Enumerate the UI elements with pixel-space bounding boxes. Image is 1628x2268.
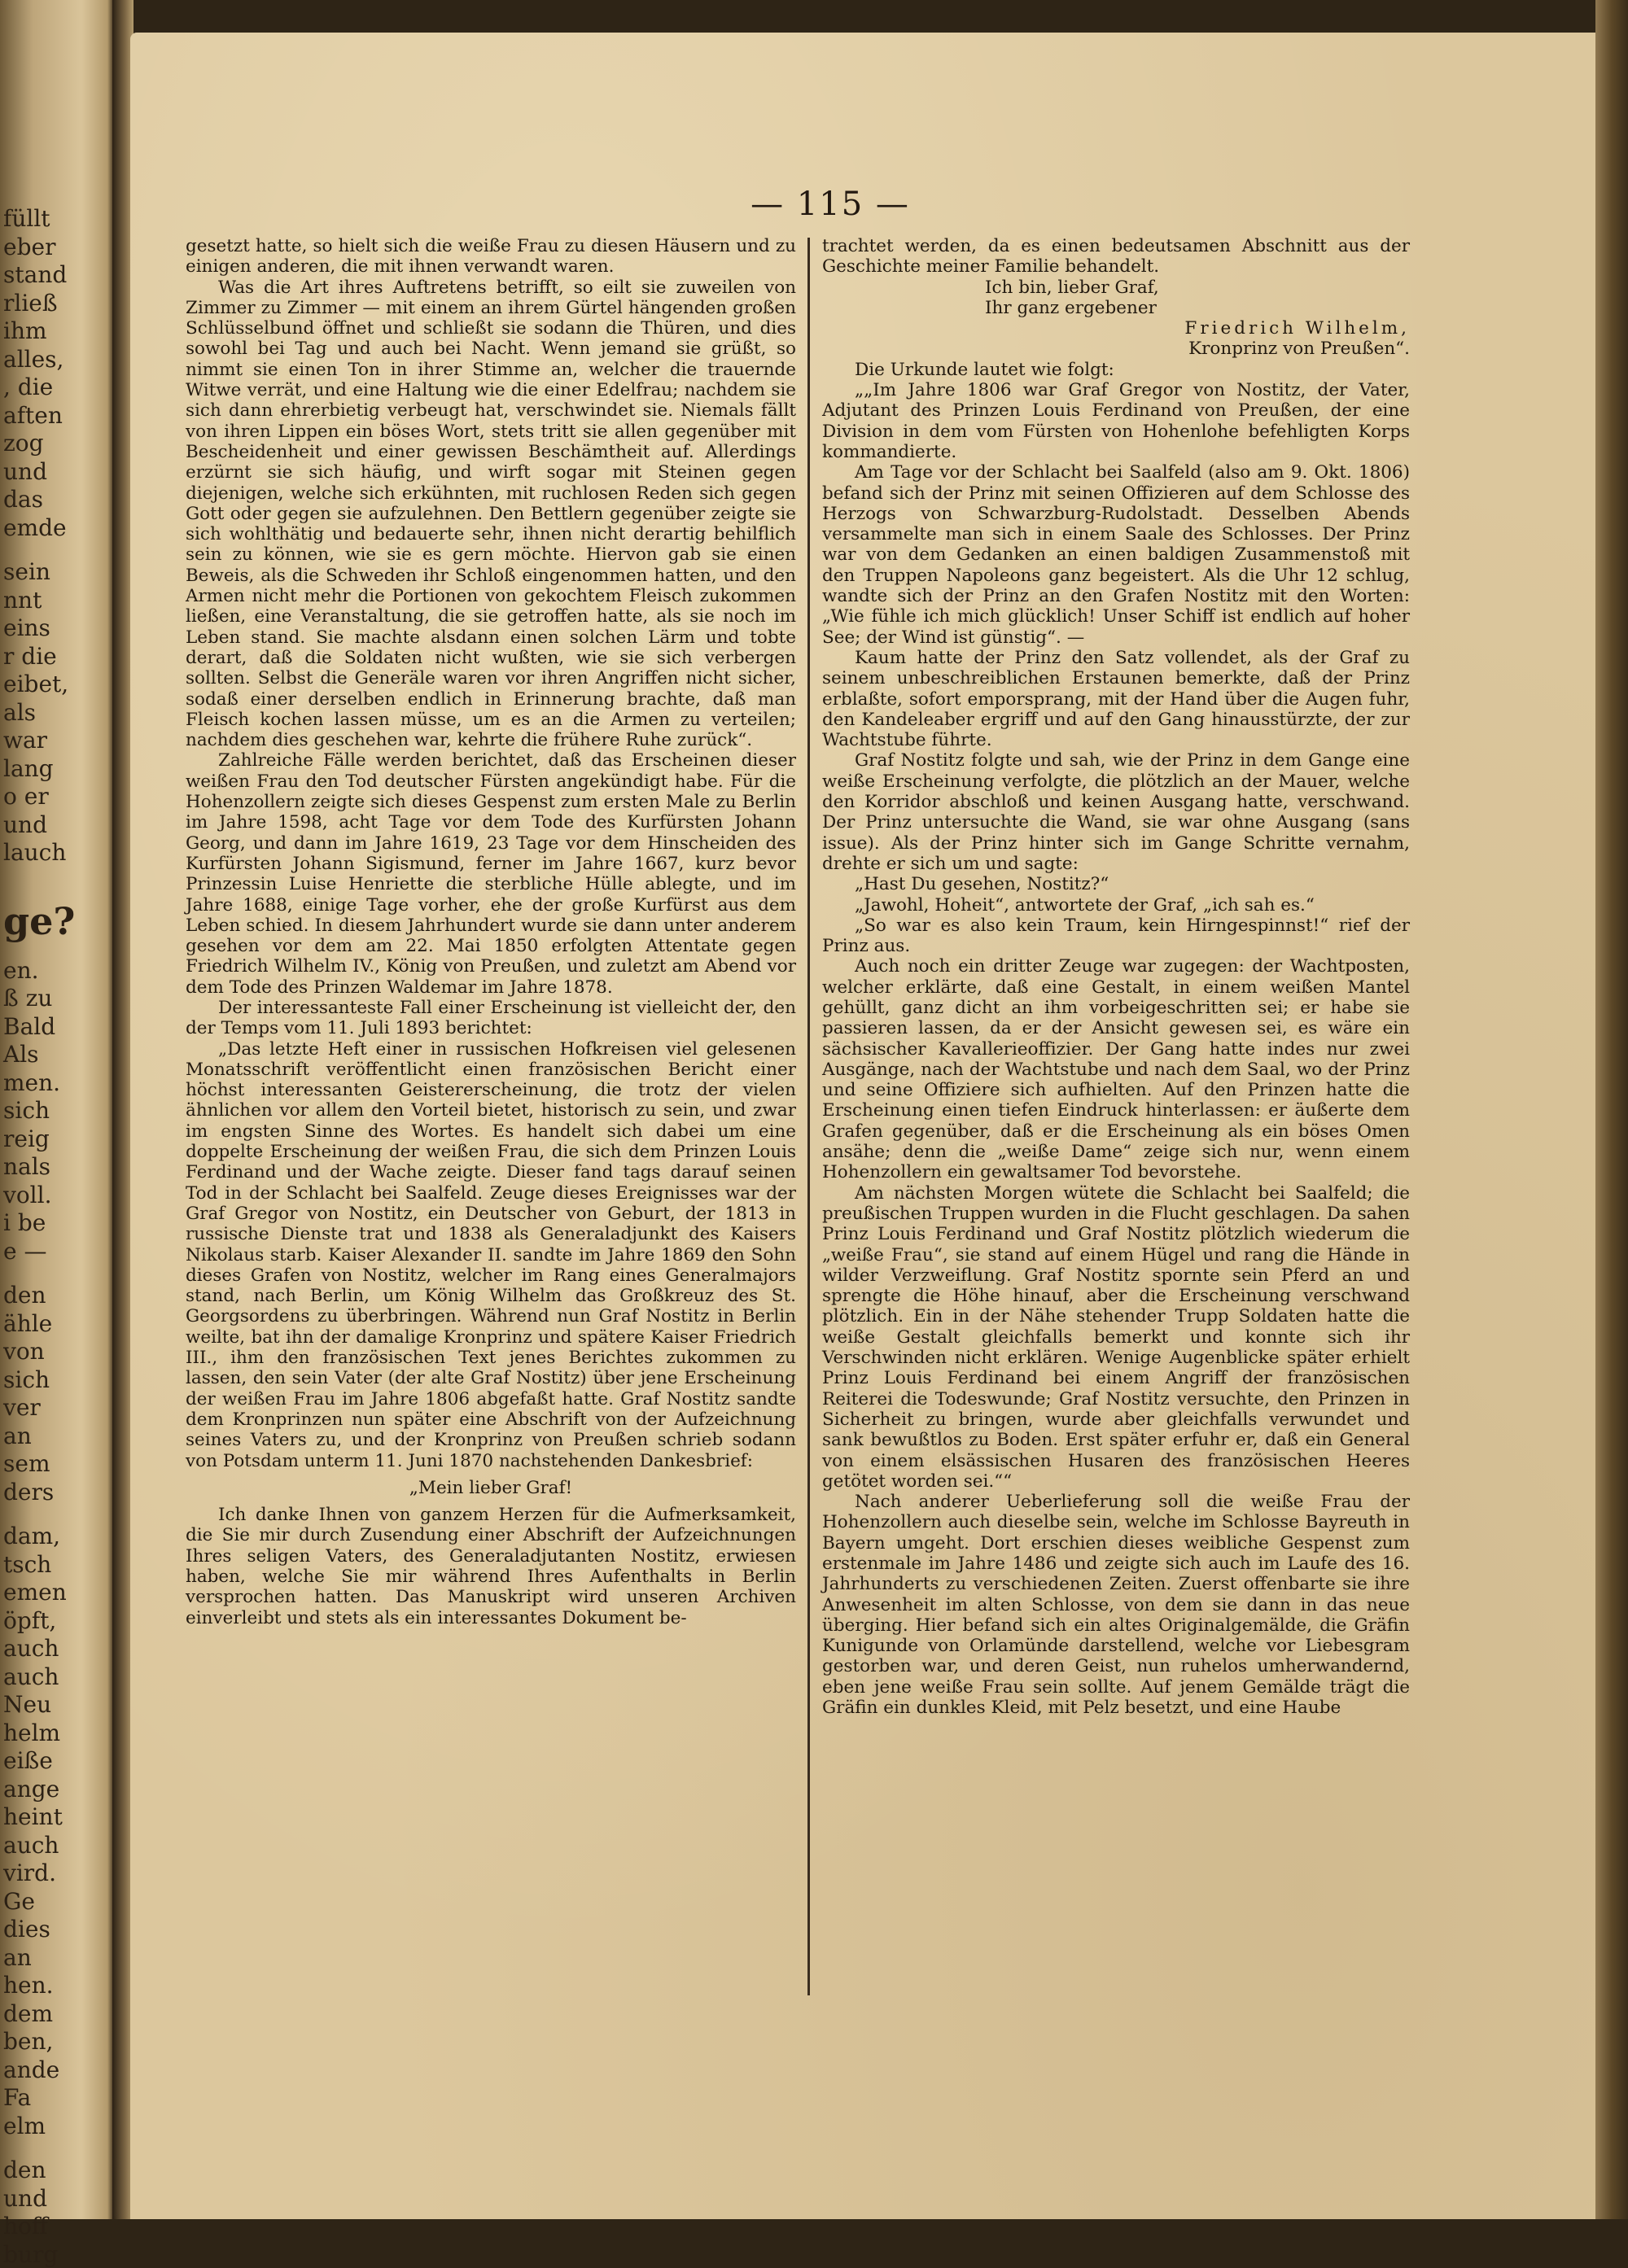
previous-page-fragment: Ge [3,1887,35,1915]
paragraph: Am Tage vor der Schlacht bei Saalfeld (also am 9. Okt. 1806) befand sich der Prinz mit seinen Offizieren auf dem Schlosse des Herzogs von Schwarzburg-Rudolstadt. Desselben Abends versammelte man sich in einem Saale des Schlosses. Der Prinz war von dem Gedanken an einen baldigen Zusammenstoß mit den Truppen Napoleons ganz begeistert. Als die Uhr 12 schlug, wandte sich der Prinz an den Grafen Nostitz mit den Worten: „Wie fühle ich mich glücklich! Unser Schiff ist endlich auf hoher See; der Wind ist günstig“. — [822,462,1410,648]
paragraph: Nach anderer Ueberlieferung soll die weiße Frau der Hohenzollern auch dieselbe sein, welche im Schlosse Bayreuth in Bayern umgeht. Dort erschien dieses weibliche Gespenst zum erstenmale im Jahre 1486 und zeigte sich auch im Laufe des 16. Jahrhunderts zu verschiedenen Zeiten. Zuerst offenbarte sie ihre Anwesenheit im alten Schlosse, von dem sie dann in das neue überging. Hier befand sich ein altes Originalgemälde, die Gräfin Kunigunde von Orlamünde darstellend, welche vor Liebesgram gestorben war, und deren Geist, nun ruhelos umherwandernd, eben jene weiße Frau sein sollte. Auf jenem Gemälde trägt die Gräfin ein dunkles Kleid, mit Pelz besetzt, und eine Haube [822,1492,1410,1719]
previous-page-fragment: aften [3,401,63,429]
right-column [822,236,1410,1994]
previous-page-fragment: eibet, [3,671,69,697]
previous-page-fragment: und [3,2184,47,2212]
previous-page-fragment: sich [3,1097,50,1124]
previous-page-fragment: Neu [3,1691,52,1718]
previous-page-fragment: o er [3,783,49,810]
previous-page-fragment: dam, [3,1523,61,1549]
previous-page-fragment: ihm [3,317,47,344]
paragraph: Kaum hatte der Prinz den Satz vollendet, als der Graf zu seinem unbeschreiblichen Erstaunen bemerkte, daß der Prinz erblaßte, sofort emporsprang, mit der Hand über die Augen fuhr, den Kandeleaber ergriff und auf den Gang hinausstürzte, der zur Wachtstube führte. [822,647,1410,751]
paragraph: „„Im Jahre 1806 war Graf Gregor von Nostitz, der Vater, Adjutant des Prinzen Louis Ferdinand von Preußen, der eine Division in dem vom Fürsten von Hohenlohe befehligten Korps kommandierte. [822,380,1410,462]
previous-page-fragment: sein [3,558,50,585]
paragraph: Was die Art ihres Auftretens betrifft, so eilt sie zuweilen von Zimmer zu Zimmer — mit einem an ihrem Gürtel hängenden großen Schlüsselbund öffnet und schließt sie sodann die Thüren, und dies sowohl bei Tag und auch bei Nacht. Wenn jemand sie grüßt, so nimmt sie einen Ton in ihrer Stimme an, welcher die trauernde Witwe verrät, und eine Haltung wie die einer Edelfrau; nachdem sie sich dann ehrerbietig verbeugt hat, verschwindet sie. Niemals fällt von ihren Lippen ein böses Wort, stets tritt sie allen gegenüber mit Bescheidenheit und einer gewissen Beschämtheit auf. Allerdings erzürnt sie sich häufig, und wirft sogar mit Steinen gegen diejenigen, welche sich erkühnten, mit ruchlosen Reden sich gegen Gott oder gegen sie aufzulehnen. Den Bettlern gegenüber zeigte sie sich wohlthätig und bedauerte sehr, ihnen nicht derartig behilflich sein zu können, wie sie es gern möchte. Hiervon gab sie einen Beweis, als die Schweden ihr Schloß eingenommen hatten, und den Armen nicht mehr die Portionen von gekochtem Fleisch zukommen ließen, eine Veranstaltung, die sie getroffen hatte, als sie noch im Leben stand. Sie machte alsdann einen solchen Lärm und tobte derart, daß die Soldaten nicht wußten, wie sie sich verbergen sollten. Selbst die Generäle waren vor ihren Angriffen nicht sicher, sodaß einer derselben endlich in Erinnerung brachte, daß man Fleisch kochen lassen müsse, um es an die Armen zu verteilen; nachdem dies geschehen war, kehrte die frühere Ruhe zurück“. [186,277,796,751]
previous-page-fragment: als [3,698,37,726]
previous-page-fragment: lauch [3,839,67,866]
previous-page-fragment: und [3,811,47,838]
previous-page-fragment: ähle [3,1309,53,1337]
previous-page-fragment: öpft, [3,1606,57,1634]
previous-page-fragment: ß zu [3,985,53,1012]
previous-page-fragment: das [3,486,43,513]
previous-page-fragment: en. [3,956,39,984]
previous-page-fragment: tsch [3,1550,52,1578]
previous-page-edge [0,0,114,2268]
paragraph: gesetzt hatte, so hielt sich die weiße Frau zu diesen Häusern und zu einigen anderen, die mit ihnen verwandt waren. [186,236,796,277]
previous-page-fragment: eiße [3,1747,53,1774]
previous-page-fragment: nals [3,1153,51,1180]
previous-page-fragment: sem [3,1450,50,1477]
paragraph: Zahlreiche Fälle werden berichtet, daß das Erscheinen dieser weißen Frau den Tod deutscher Fürsten angekündigt habe. Für die Hohenzollern zeigte sich dieses Gespenst zum ersten Male zu Berlin im Jahre 1598, acht Tage vor dem Tode des Kurfürsten Johann Georg, und dann im Jahre 1619, 23 Tage vor dem Hinscheiden des Kurfürsten Johann Sigismund, ferner im Jahre 1667, kurz bevor Prinzessin Luise Henriette die sterbliche Hülle ablegte, und im Jahre 1688, einige Tage vorher, ehe der große Kurfürst aus dem Leben schied. In diesem Jahrhundert wurde sie dann unter anderem gesehen vor dem am 22. Mai 1850 erfolgten Attentate gegen Friedrich Wilhelm IV., König von Preußen, und zuletzt am Abend vor dem Tode des Prinzen Waldemar im Jahre 1878. [186,750,796,998]
paragraph: Ich danke Ihnen von ganzem Herzen für die Aufmerksamkeit, die Sie mir durch Zusendung einer Abschrift der Aufzeichnungen Ihres seligen Vaters, des Generaladjutanten Nostitz, erwiesen haben, welche Sie mir während Ihres Aufenthalts in Berlin versprochen hatten. Das Manuskript wird unseren Archiven einverleibt und stets als ein interessantes Dokument be- [186,1505,796,1628]
previous-page-fragment: ange [3,1775,60,1803]
previous-page-fragment: Bald [3,1012,56,1040]
paragraph: Die Urkunde lautet wie folgt: [855,359,1114,380]
previous-page-fragment: nnt [3,586,42,614]
paragraph: „So war es also kein Traum, kein Hirngespinnst!“ rief der Prinz aus. [822,915,1410,957]
previous-page-fragment: den [3,1282,46,1309]
previous-page-fragment: elm [3,2112,46,2139]
paragraph: Der interessanteste Fall einer Erscheinung ist vielleicht der, den der Temps vom 11. Juli 1893 berichtet: [186,997,796,1039]
previous-page-fragment: den [3,2157,46,2183]
previous-page-fragment: hoff [3,2213,48,2240]
previous-page-fragment: sich [3,1366,50,1393]
paragraph: Friedrich Wilhelm, [1184,318,1410,339]
previous-page-fragment: ders [3,1478,55,1505]
previous-page-fragment: auch [3,1635,59,1662]
paragraph: trachtet werden, da es einen bedeutsamen Abschnitt aus der Geschichte meiner Familie behandelt. [822,236,1410,277]
previous-page-fragment: dem [3,1999,54,2027]
paragraph: Graf Nostitz folgte und sah, wie der Prinz in dem Gange eine weiße Erscheinung verfolgte, die plötzlich an der Mauer, welche den Korridor abschloß und keinen Ausgang hatte, verschwand. Der Prinz untersuchte die Wand, sie war ohne Ausgang (sans issue). Als der Prinz hinter sich im Gange Schritte vernahm, drehte er sich um und sagte: [822,750,1410,874]
previous-page-fragment: heint [3,1803,63,1830]
previous-page-fragment: reig [3,1125,50,1152]
paragraph: „Mein lieber Graf! [409,1477,573,1498]
paragraph: Ich bin, lieber Graf, [985,277,1159,298]
paragraph: „Jawohl, Hoheit“, antwortete der Graf, „ich sah es.“ [855,894,1315,916]
previous-page-fragment: und [3,457,47,485]
previous-page-fragment: e — [3,1237,47,1265]
previous-page-fragment: ver [3,1394,41,1421]
previous-page-fragment: emde [3,513,67,541]
previous-page-fragment: auch [3,1831,59,1859]
page-number: — 115 — [751,186,910,223]
paragraph: Kronprinz von Preußen“. [1188,339,1410,360]
previous-page-fragment: voll. [3,1181,52,1208]
previous-page-fragment: alles, [3,345,64,373]
previous-page-fragment: auch [3,1663,59,1690]
paragraph: Ihr ganz ergebener [985,297,1157,318]
previous-page-fragment: i be [3,1209,46,1236]
previous-page-fragment: an [3,1943,32,1971]
previous-page-fragment: emen [3,1579,67,1606]
previous-page-fragment: vird. [3,1859,56,1886]
page-edge [1595,0,1628,2219]
previous-page-fragment: von [3,1338,45,1365]
previous-page-fragment: burg [3,2240,59,2268]
previous-page-fragment: hen. [3,1972,54,1999]
previous-page-fragment: an [3,1422,32,1449]
previous-page-fragment: men. [3,1068,61,1096]
previous-page-fragment: ande [3,2056,60,2083]
previous-page-fragment: Fa [3,2084,32,2111]
left-column [186,236,796,1994]
previous-page-fragment: Als [3,1041,39,1068]
previous-page-fragment: rließ [3,289,58,317]
previous-page-fragment: zog [3,430,44,457]
previous-page-fragment: eins [3,614,50,641]
paragraph: „Hast Du gesehen, Nostitz?“ [855,874,1109,895]
column-divider [807,238,810,1995]
paragraph: Auch noch ein dritter Zeuge war zugegen: der Wachtposten, welcher erklärte, daß eine Gestalt, in einem weißen Mantel gehüllt, ganz dicht an ihm vorbeigeschritten sei; er habe sie passieren lassen, da er der Ansicht gewesen sei, es wäre ein sächsischer Kavallerieoffizier. Der Gang hatte indes nur zwei Ausgänge, nach der Wachtstube und nach dem Saal, wo der Prinz und seine Offiziere sich aufhielten. Auf den Prinzen hatte die Erscheinung einen tiefen Eindruck hinterlassen: er äußerte dem Grafen gegenüber, daß er die Erscheinung als ein böses Omen ansähe; denn die „weiße Dame“ zeige sich nur, wenn einem Hohenzollern ein gewaltsamer Tod bevorstehe. [822,956,1410,1183]
previous-page-fragment: war [3,727,48,754]
previous-page-fragment: dies [3,1916,50,1942]
previous-page-fragment: lang [3,754,54,782]
previous-page-fragment: ben, [3,2028,54,2055]
previous-page-fragment: füllt [3,205,50,232]
previous-page-fragment: ge? [3,898,76,943]
paragraph: Am nächsten Morgen wütete die Schlacht bei Saalfeld; die preußischen Truppen wurden in die Flucht geschlagen. Da sahen Prinz Louis Ferdinand und Graf Nostitz plötzlich wiederum die „weiße Frau“, sie stand auf einem Hügel und rang die Hände in wilder Verzweiflung. Graf Nostitz spornte sein Pferd an und sprengte die Höhe hinauf, aber die Erscheinung verschwand plötzlich. Ein in der Nähe stehender Trupp Soldaten hatte die weiße Gestalt gleichfalls bemerkt und konnte sich ihr Verschwinden nicht erklären. Wenige Augenblicke später erhielt Prinz Louis Ferdinand bei einem Angriff der französischen Reiterei die Todeswunde; Graf Nostitz versuchte, den Prinzen in Sicherheit zu bringen, wurde aber gleichfalls verwundet und sank bewußtlos zu Boden. Erst später erfuhr er, daß ein General von einem elsässischen Husaren des französischen Heeres getötet worden sei.““ [822,1182,1410,1492]
previous-page-fragment: r die [3,642,57,670]
previous-page-fragment: eber [3,233,56,260]
previous-page-fragment: stand [3,261,68,288]
previous-page-fragment: , die [3,374,54,400]
paragraph: „Das letzte Heft einer in russischen Hofkreisen viel gelesenen Monatsschrift veröffentlicht einen französischen Bericht einer höchst interessanten Geistererscheinung, die trotz der vielen ähnlichen vor allem den Vorteil bietet, historisch zu sein, und zwar im engsten Sinne des Wortes. Es handelt sich dabei um eine doppelte Erscheinung der weißen Frau, die sich dem Prinzen Louis Ferdinand und der Wache zeigte. Dieser fand tags darauf seinen Tod in der Schlacht bei Saalfeld. Zeuge dieses Ereignisses war der Graf Gregor von Nostitz, ein Deutscher von Geburt, der 1813 in russische Dienste trat und 1838 als Generaladjunkt des Kaisers Nikolaus starb. Kaiser Alexander II. sandte im Jahre 1869 den Sohn dieses Grafen von Nostitz, welcher im Rang eines Generalmajors stand, nach Berlin, um König Wilhelm das Großkreuz des St. Georgsordens zu überbringen. Während nun Graf Nostitz in Berlin weilte, bat ihn der damalige Kronprinz und spätere Kaiser Friedrich III., ihm den französischen Text jenes Berichtes zukommen zu lassen, den sein Vater (der alte Graf Nostitz) über jene Erscheinung der weißen Frau im Jahre 1806 abgefaßt hatte. Graf Nostitz sandte dem Kronprinzen nun später eine Abschrift von der Aufzeichnung seines Vaters zu, und der Kronprinz von Preußen schrieb sodann von Potsdam unterm 11. Juni 1870 nachstehenden Dankesbrief: [186,1038,796,1471]
previous-page-fragment: helm [3,1719,61,1746]
